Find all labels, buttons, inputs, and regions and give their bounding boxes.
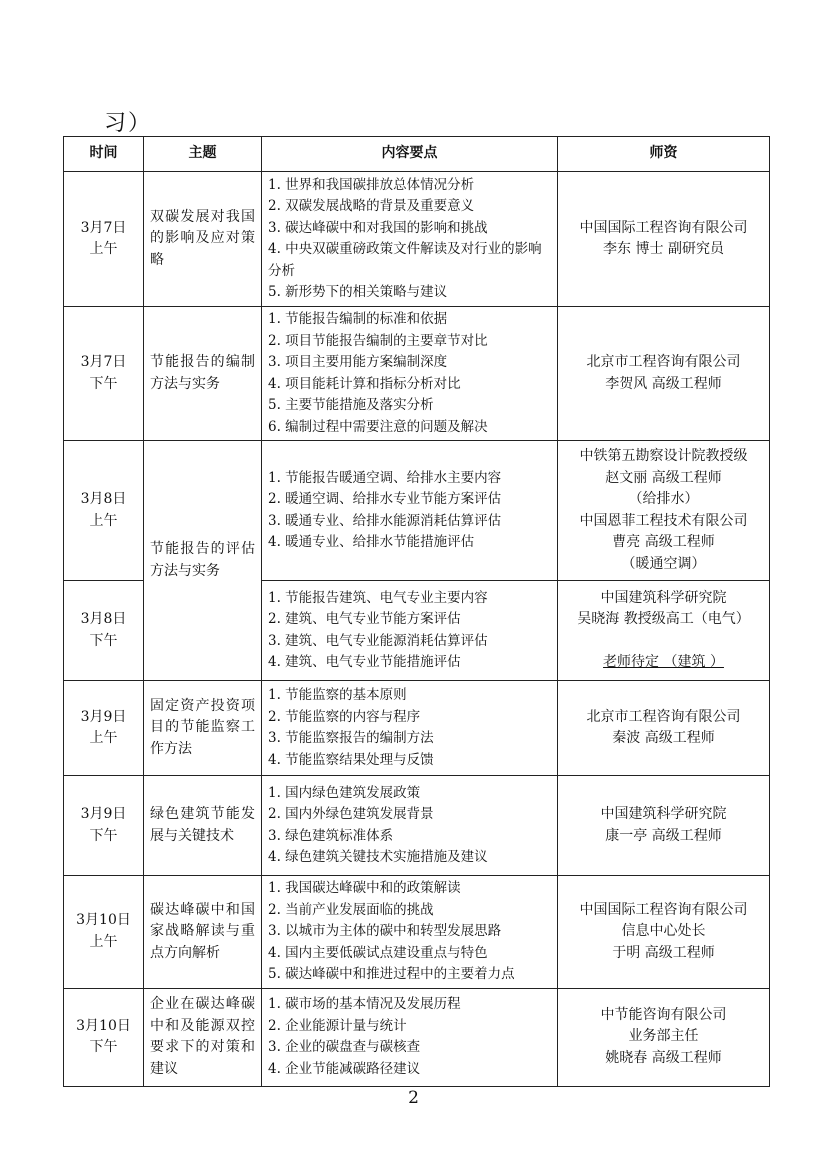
session-points: 1. 节能监察的基本原则 2. 节能监察的内容与程序 3. 节能监察报告的编制方法 4. 节能监察结果处理与反馈 <box>262 681 558 776</box>
session-time: 3月9日 上午 <box>64 681 144 776</box>
table-row <box>64 441 770 581</box>
session-topic: 碳达峰碳中和国家战略解读与重点方向解析 <box>144 876 262 989</box>
table-row <box>64 988 770 1086</box>
session-topic: 节能报告的编制方法与实务 <box>144 307 262 441</box>
session-points: 1. 国内绿色建筑发展政策 2. 国内外绿色建筑发展背景 3. 绿色建筑标准体系 4. 绿色建筑关键技术实施措施及建议 <box>262 776 558 876</box>
table-row <box>64 681 770 776</box>
session-topic: 企业在碳达峰碳中和及能源双控要求下的对策和建议 <box>144 988 262 1086</box>
header-points: 内容要点 <box>262 137 558 172</box>
training-schedule-table <box>63 136 770 1087</box>
session-teacher: 中国建筑科学研究院 吴晓海 教授级高工（电气） 老师待定 （建筑 ） <box>558 581 770 681</box>
session-teacher: 中国国际工程咨询有限公司 李东 博士 副研究员 <box>558 172 770 307</box>
table-row <box>64 876 770 989</box>
session-time: 3月8日 下午 <box>64 581 144 681</box>
session-teacher: 中铁第五勘察设计院教授级 赵文丽 高级工程师 （给排水） 中国恩菲工程技术有限公司 曹亮 高级工程师 （暖通空调） <box>558 441 770 581</box>
session-time: 3月10日 下午 <box>64 988 144 1086</box>
session-time: 3月10日 上午 <box>64 876 144 989</box>
header-topic: 主题 <box>144 137 262 172</box>
session-points: 1. 我国碳达峰碳中和的政策解读 2. 当前产业发展面临的挑战 3. 以城市为主体的碳中和转型发展思路 4. 国内主要低碳试点建设重点与特色 5. 碳达峰碳中和推进过程中的主要着力点 <box>262 876 558 989</box>
table-row <box>64 307 770 441</box>
table-row <box>64 776 770 876</box>
session-topic: 节能报告的评估方法与实务 <box>144 441 262 681</box>
session-points: 1. 节能报告暖通空调、给排水主要内容 2. 暖通空调、给排水专业节能方案评估 3. 暖通专业、给排水能源消耗估算评估 4. 暖通专业、给排水节能措施评估 <box>262 441 558 581</box>
session-teacher: 中国国际工程咨询有限公司 信息中心处长 于明 高级工程师 <box>558 876 770 989</box>
session-points: 1. 碳市场的基本情况及发展历程 2. 企业能源计量与统计 3. 企业的碳盘查与碳核查 4. 企业节能减碳路径建议 <box>262 988 558 1086</box>
session-topic: 双碳发展对我国的影响及应对策略 <box>144 172 262 307</box>
session-teacher: 中节能咨询有限公司 业务部主任 姚晓春 高级工程师 <box>558 988 770 1086</box>
session-teacher: 中国建筑科学研究院 康一亭 高级工程师 <box>558 776 770 876</box>
session-time: 3月8日 上午 <box>64 441 144 581</box>
table-row <box>64 172 770 307</box>
session-topic: 绿色建筑节能发展与关键技术 <box>144 776 262 876</box>
session-time: 3月9日 下午 <box>64 776 144 876</box>
session-time: 3月7日 下午 <box>64 307 144 441</box>
teacher-pending-note: 老师待定 （建筑 ） <box>603 654 724 670</box>
header-time: 时间 <box>64 137 144 172</box>
page-number: 2 <box>408 1088 419 1108</box>
continued-heading-fragment: 习） <box>104 111 153 136</box>
session-teacher: 北京市工程咨询有限公司 秦波 高级工程师 <box>558 681 770 776</box>
session-points: 1. 世界和我国碳排放总体情况分析 2. 双碳发展战略的背景及重要意义 3. 碳达峰碳中和对我国的影响和挑战 4. 中央双碳重磅政策文件解读及对行业的影响分析 5. 新形势下的相关策略与建议 <box>262 172 558 307</box>
session-topic: 固定资产投资项目的节能监察工作方法 <box>144 681 262 776</box>
table-header-row <box>64 137 770 172</box>
header-teacher: 师资 <box>558 137 770 172</box>
session-points: 1. 节能报告建筑、电气专业主要内容 2. 建筑、电气专业节能方案评估 3. 建筑、电气专业能源消耗估算评估 4. 建筑、电气专业节能措施评估 <box>262 581 558 681</box>
session-points: 1. 节能报告编制的标准和依据 2. 项目节能报告编制的主要章节对比 3. 项目主要用能方案编制深度 4. 项目能耗计算和指标分析对比 5. 主要节能措施及落实分析 6. 编制过程中需要注意的问题及解决 <box>262 307 558 441</box>
session-time: 3月7日 上午 <box>64 172 144 307</box>
session-teacher: 北京市工程咨询有限公司 李贺风 高级工程师 <box>558 307 770 441</box>
